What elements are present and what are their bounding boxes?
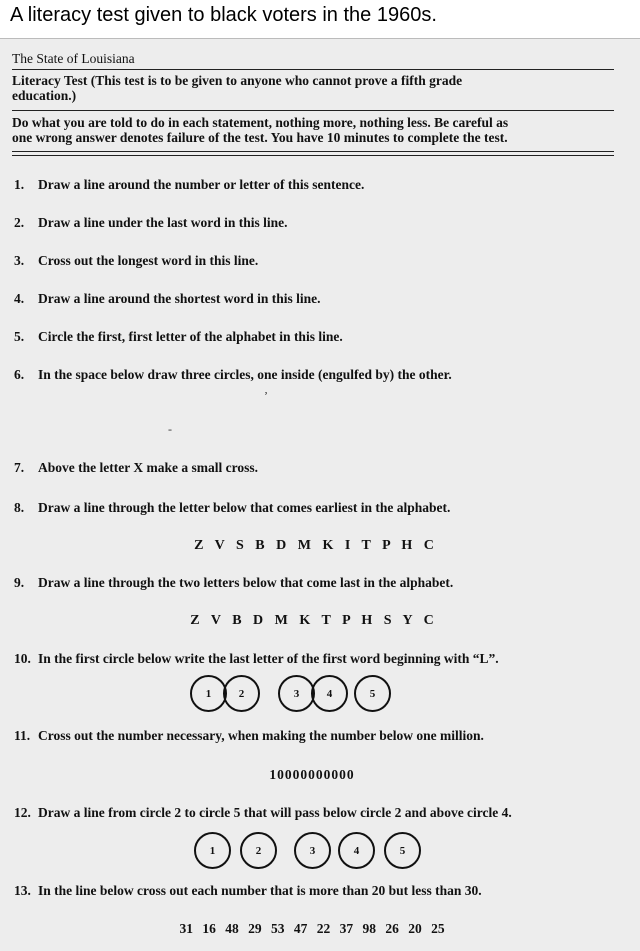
question-1: [14, 177, 614, 193]
question-text: Above the letter X make a small cross.: [38, 460, 258, 475]
question-number: 4.: [14, 291, 25, 306]
question-number: 11.: [14, 728, 31, 743]
question-number: 6.: [14, 367, 25, 382]
question-text: Cross out the longest word in this line.: [38, 253, 259, 268]
stray-mark: ʼ: [264, 389, 268, 403]
question-number: 5.: [14, 329, 25, 344]
q12-circle-chain: [194, 832, 444, 872]
q9-letter-row: Z V B D M K T P H S Y C: [190, 613, 438, 628]
test-title: Literacy Test: [12, 73, 88, 88]
state-name: The State of Louisiana: [12, 51, 135, 66]
question-number: 9.: [14, 575, 25, 590]
question-text: In the first circle below write the last letter of the first word beginning with “L”.: [38, 651, 499, 666]
question-text: Circle the first, first letter of the alphabet in this line.: [38, 329, 343, 344]
question-number: 10.: [14, 651, 31, 666]
question-number: 2.: [14, 215, 25, 230]
divider: [12, 151, 614, 152]
image-caption: A literacy test given to black voters in the 1960s.: [10, 4, 437, 26]
divider: [12, 69, 614, 70]
test-description: [12, 73, 612, 103]
instructions-line: one wrong answer denotes failure of the test. You have 10 minutes to complete the test.: [12, 130, 508, 145]
stray-mark: -: [168, 422, 172, 436]
scanned-document: [0, 38, 640, 951]
test-instructions: [12, 115, 612, 145]
question-8: [14, 500, 614, 516]
circle-2: 2: [240, 832, 277, 869]
question-12: [14, 805, 614, 821]
question-text: Draw a line through the two letters below that come last in the alphabet.: [38, 575, 454, 590]
circle-3: 3: [294, 832, 331, 869]
circle-5: 5: [354, 675, 391, 712]
divider: [12, 155, 614, 156]
question-text: Draw a line through the letter below that comes earliest in the alphabet.: [38, 500, 451, 515]
question-text: In the space below draw three circles, one inside (engulfed by) the other.: [38, 367, 452, 382]
circle-4: 4: [311, 675, 348, 712]
test-condition-cont: education.): [12, 88, 77, 103]
question-number: 13.: [14, 883, 31, 898]
q13-number-row: 31 16 48 29 53 47 22 37 98 26 20 25: [179, 921, 445, 936]
question-6: [14, 367, 614, 383]
question-text: Draw a line around the shortest word in this line.: [38, 291, 321, 306]
question-text: Draw a line under the last word in this line.: [38, 215, 288, 230]
instructions-line: Do what you are told to do in each statement, nothing more, nothing less. Be careful as: [12, 115, 509, 130]
question-text: Draw a line around the number or letter of this sentence.: [38, 177, 365, 192]
question-number: 7.: [14, 460, 25, 475]
circle-1: 1: [190, 675, 227, 712]
question-5: [14, 329, 614, 345]
divider: [12, 110, 614, 111]
test-condition: (This test is to be given to anyone who cannot prove a fifth grade: [87, 73, 463, 88]
question-number: 3.: [14, 253, 25, 268]
circle-2: 2: [223, 675, 260, 712]
question-2: [14, 215, 614, 231]
circle-1: 1: [194, 832, 231, 869]
question-9: [14, 575, 614, 591]
question-text: Draw a line from circle 2 to circle 5 that will pass below circle 2 and above circle 4.: [38, 805, 512, 820]
question-4: [14, 291, 614, 307]
question-7: [14, 460, 614, 476]
question-13: [14, 883, 614, 899]
circle-5: 5: [384, 832, 421, 869]
q8-letter-row: Z V S B D M K I T P H C: [194, 538, 438, 553]
circle-4: 4: [338, 832, 375, 869]
question-3: [14, 253, 614, 269]
question-number: 1.: [14, 177, 25, 192]
question-number: 8.: [14, 500, 25, 515]
question-11: [14, 728, 614, 744]
question-text: Cross out the number necessary, when making the number below one million.: [38, 728, 484, 743]
question-text: In the line below cross out each number that is more than 20 but less than 30.: [38, 883, 482, 898]
circle-3: 3: [278, 675, 315, 712]
q10-circle-chain: [190, 675, 430, 715]
question-10: [14, 651, 614, 667]
q11-number: 10000000000: [269, 767, 355, 782]
question-number: 12.: [14, 805, 31, 820]
